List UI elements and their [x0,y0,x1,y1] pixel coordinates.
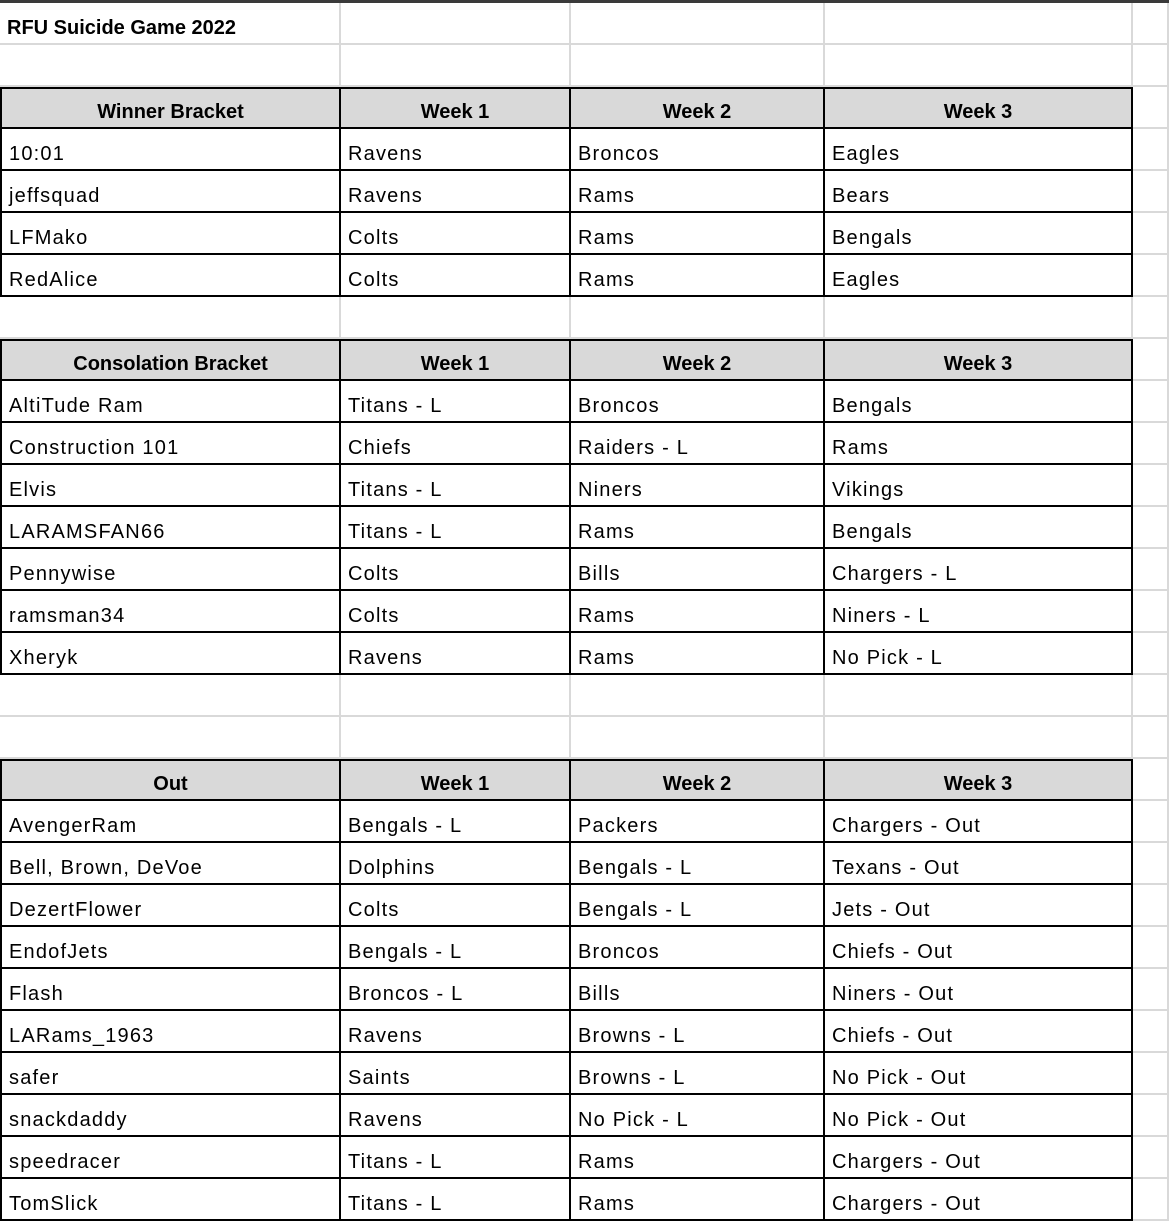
empty-cell[interactable] [1133,297,1169,339]
table-row [0,1011,1169,1053]
empty-cell[interactable] [1133,633,1169,675]
empty-cell[interactable] [1133,507,1169,549]
pick-cell[interactable]: Ravens [341,1011,571,1053]
table-row [0,1095,1169,1137]
empty-cell[interactable] [1133,129,1169,171]
blank-row [0,45,1169,87]
empty-cell[interactable] [1133,171,1169,213]
player-name-cell[interactable]: 10:01 [0,129,341,171]
empty-cell[interactable] [825,675,1133,717]
section-header-row [0,87,1169,129]
pick-cell[interactable]: Titans - L [341,1179,571,1221]
table-row [0,969,1169,1011]
pick-cell[interactable]: Dolphins [341,843,571,885]
pick-cell[interactable]: Colts [341,255,571,297]
empty-cell[interactable] [1133,465,1169,507]
empty-cell[interactable] [0,45,341,87]
empty-cell[interactable] [1133,1011,1169,1053]
empty-cell[interactable] [571,717,825,759]
week-header[interactable]: Week 1 [341,759,571,801]
table-row [0,801,1169,843]
pick-cell[interactable]: Browns - L [571,1011,825,1053]
table-row [0,591,1169,633]
player-name-cell[interactable]: speedracer [0,1137,341,1179]
player-name-cell[interactable]: safer [0,1053,341,1095]
pick-cell[interactable]: Vikings [825,465,1133,507]
pick-cell[interactable]: Rams [571,213,825,255]
player-name-cell[interactable]: snackdaddy [0,1095,341,1137]
pick-cell[interactable]: Bills [571,549,825,591]
week-header[interactable]: Week 3 [825,759,1133,801]
empty-cell[interactable] [341,717,571,759]
pick-cell[interactable]: Chiefs - Out [825,1011,1133,1053]
empty-cell[interactable] [341,297,571,339]
pick-cell[interactable]: No Pick - L [571,1095,825,1137]
table-row [0,843,1169,885]
player-name-cell[interactable]: Pennywise [0,549,341,591]
player-name-cell[interactable]: LARams_1963 [0,1011,341,1053]
pick-cell[interactable]: Eagles [825,129,1133,171]
week-header[interactable]: Week 2 [571,339,825,381]
table-row [0,927,1169,969]
player-name-cell[interactable]: jeffsquad [0,171,341,213]
pick-cell[interactable]: Colts [341,885,571,927]
pick-cell[interactable]: Rams [571,633,825,675]
section-header[interactable]: Consolation Bracket [0,339,341,381]
pick-cell[interactable]: Titans - L [341,465,571,507]
pick-cell[interactable]: Titans - L [341,1137,571,1179]
pick-cell[interactable]: Bengals - L [341,801,571,843]
pick-cell[interactable]: Raiders - L [571,423,825,465]
pick-cell[interactable]: Eagles [825,255,1133,297]
pick-cell[interactable]: Titans - L [341,507,571,549]
week-header[interactable]: Week 2 [571,87,825,129]
player-name-cell[interactable]: LFMako [0,213,341,255]
pick-cell[interactable]: Chiefs - Out [825,927,1133,969]
pick-cell[interactable]: Ravens [341,633,571,675]
empty-cell[interactable] [825,717,1133,759]
blank-row [0,675,1169,717]
pick-cell[interactable]: Rams [571,171,825,213]
table-row [0,465,1169,507]
pick-cell[interactable]: No Pick - Out [825,1053,1133,1095]
player-name-cell[interactable]: ramsman34 [0,591,341,633]
pick-cell[interactable]: Chargers - Out [825,1179,1133,1221]
table-row [0,507,1169,549]
pick-cell[interactable]: Ravens [341,129,571,171]
pick-cell[interactable]: No Pick - L [825,633,1133,675]
empty-cell[interactable] [1133,213,1169,255]
empty-cell[interactable] [341,3,571,45]
pick-cell[interactable]: Bengals [825,381,1133,423]
player-name-cell[interactable]: AltiTude Ram [0,381,341,423]
week-header[interactable]: Week 3 [825,339,1133,381]
table-row [0,381,1169,423]
pick-cell[interactable]: Bengals - L [341,927,571,969]
pick-cell[interactable]: Bengals [825,213,1133,255]
empty-cell[interactable] [1133,3,1169,45]
empty-cell[interactable] [1133,969,1169,1011]
week-header[interactable]: Week 2 [571,759,825,801]
sheet-body [0,45,1169,1221]
section-header[interactable]: Winner Bracket [0,87,341,129]
empty-cell[interactable] [1133,885,1169,927]
pick-cell[interactable]: Broncos [571,129,825,171]
empty-cell[interactable] [1133,843,1169,885]
blank-row [0,717,1169,759]
empty-cell[interactable] [1133,45,1169,87]
empty-cell[interactable] [1133,1137,1169,1179]
pick-cell[interactable]: Broncos - L [341,969,571,1011]
pick-cell[interactable]: Bengals [825,507,1133,549]
table-row [0,171,1169,213]
empty-cell[interactable] [825,45,1133,87]
pick-cell[interactable]: Niners - L [825,591,1133,633]
pick-cell[interactable]: Broncos [571,927,825,969]
pick-cell[interactable]: Ravens [341,1095,571,1137]
pick-cell[interactable]: Rams [825,423,1133,465]
empty-cell[interactable] [1133,759,1169,801]
empty-cell[interactable] [1133,339,1169,381]
empty-cell[interactable] [1133,381,1169,423]
pick-cell[interactable]: Chargers - Out [825,1137,1133,1179]
empty-cell[interactable] [1133,1053,1169,1095]
pick-cell[interactable]: Rams [571,591,825,633]
pick-cell[interactable]: Jets - Out [825,885,1133,927]
empty-cell[interactable] [1133,1095,1169,1137]
blank-row [0,297,1169,339]
table-row [0,1137,1169,1179]
pick-cell[interactable]: Browns - L [571,1053,825,1095]
empty-cell[interactable] [1133,549,1169,591]
pick-cell[interactable]: Broncos [571,381,825,423]
table-row [0,1053,1169,1095]
player-name-cell[interactable]: LARAMSFAN66 [0,507,341,549]
player-name-cell[interactable]: Construction 101 [0,423,341,465]
empty-cell[interactable] [341,675,571,717]
table-row [0,213,1169,255]
player-name-cell[interactable]: Elvis [0,465,341,507]
empty-cell[interactable] [0,675,341,717]
pick-cell[interactable]: Rams [571,1179,825,1221]
week-header[interactable]: Week 3 [825,87,1133,129]
empty-cell[interactable] [341,45,571,87]
pick-cell[interactable]: Texans - Out [825,843,1133,885]
title-row [0,3,1169,45]
section-header-row [0,759,1169,801]
player-name-cell[interactable]: TomSlick [0,1179,341,1221]
empty-cell[interactable] [1133,675,1169,717]
empty-cell[interactable] [0,717,341,759]
empty-cell[interactable] [825,297,1133,339]
pick-cell[interactable]: Chiefs [341,423,571,465]
pick-cell[interactable]: Bengals - L [571,885,825,927]
empty-cell[interactable] [0,297,341,339]
pick-cell[interactable]: Niners [571,465,825,507]
empty-cell[interactable] [1133,801,1169,843]
empty-cell[interactable] [1133,87,1169,129]
empty-cell[interactable] [1133,591,1169,633]
pick-cell[interactable]: Colts [341,591,571,633]
empty-cell[interactable] [825,3,1133,45]
table-row [0,885,1169,927]
empty-cell[interactable] [1133,423,1169,465]
pick-cell[interactable]: Bears [825,171,1133,213]
pick-cell[interactable]: Saints [341,1053,571,1095]
table-row [0,255,1169,297]
section-header[interactable]: Out [0,759,341,801]
pick-cell[interactable]: Bengals - L [571,843,825,885]
empty-cell[interactable] [571,675,825,717]
player-name-cell[interactable]: Flash [0,969,341,1011]
pick-cell[interactable]: Niners - Out [825,969,1133,1011]
empty-cell[interactable] [1133,1179,1169,1221]
empty-cell[interactable] [1133,927,1169,969]
pick-cell[interactable]: Titans - L [341,381,571,423]
pick-cell[interactable]: Chargers - L [825,549,1133,591]
table-row [0,549,1169,591]
pick-cell[interactable]: Chargers - Out [825,801,1133,843]
empty-cell[interactable] [1133,255,1169,297]
empty-cell[interactable] [571,297,825,339]
pick-cell[interactable]: Bills [571,969,825,1011]
player-name-cell[interactable]: RedAlice [0,255,341,297]
player-name-cell[interactable]: AvengerRam [0,801,341,843]
pick-cell[interactable]: Rams [571,507,825,549]
pick-cell[interactable]: Colts [341,549,571,591]
empty-cell[interactable] [571,3,825,45]
pick-cell[interactable]: Packers [571,801,825,843]
empty-cell[interactable] [1133,717,1169,759]
player-name-cell[interactable]: DezertFlower [0,885,341,927]
table-row [0,633,1169,675]
player-name-cell[interactable]: Bell, Brown, DeVoe [0,843,341,885]
pick-cell[interactable]: No Pick - Out [825,1095,1133,1137]
week-header[interactable]: Week 1 [341,339,571,381]
sheet-title[interactable]: RFU Suicide Game 2022 [0,3,341,45]
player-name-cell[interactable]: EndofJets [0,927,341,969]
pick-cell[interactable]: Rams [571,1137,825,1179]
section-header-row [0,339,1169,381]
table-row [0,1179,1169,1221]
pick-cell[interactable]: Ravens [341,171,571,213]
pick-cell[interactable]: Colts [341,213,571,255]
week-header[interactable]: Week 1 [341,87,571,129]
table-row [0,129,1169,171]
player-name-cell[interactable]: Xheryk [0,633,341,675]
empty-cell[interactable] [571,45,825,87]
table-row [0,423,1169,465]
pick-cell[interactable]: Rams [571,255,825,297]
